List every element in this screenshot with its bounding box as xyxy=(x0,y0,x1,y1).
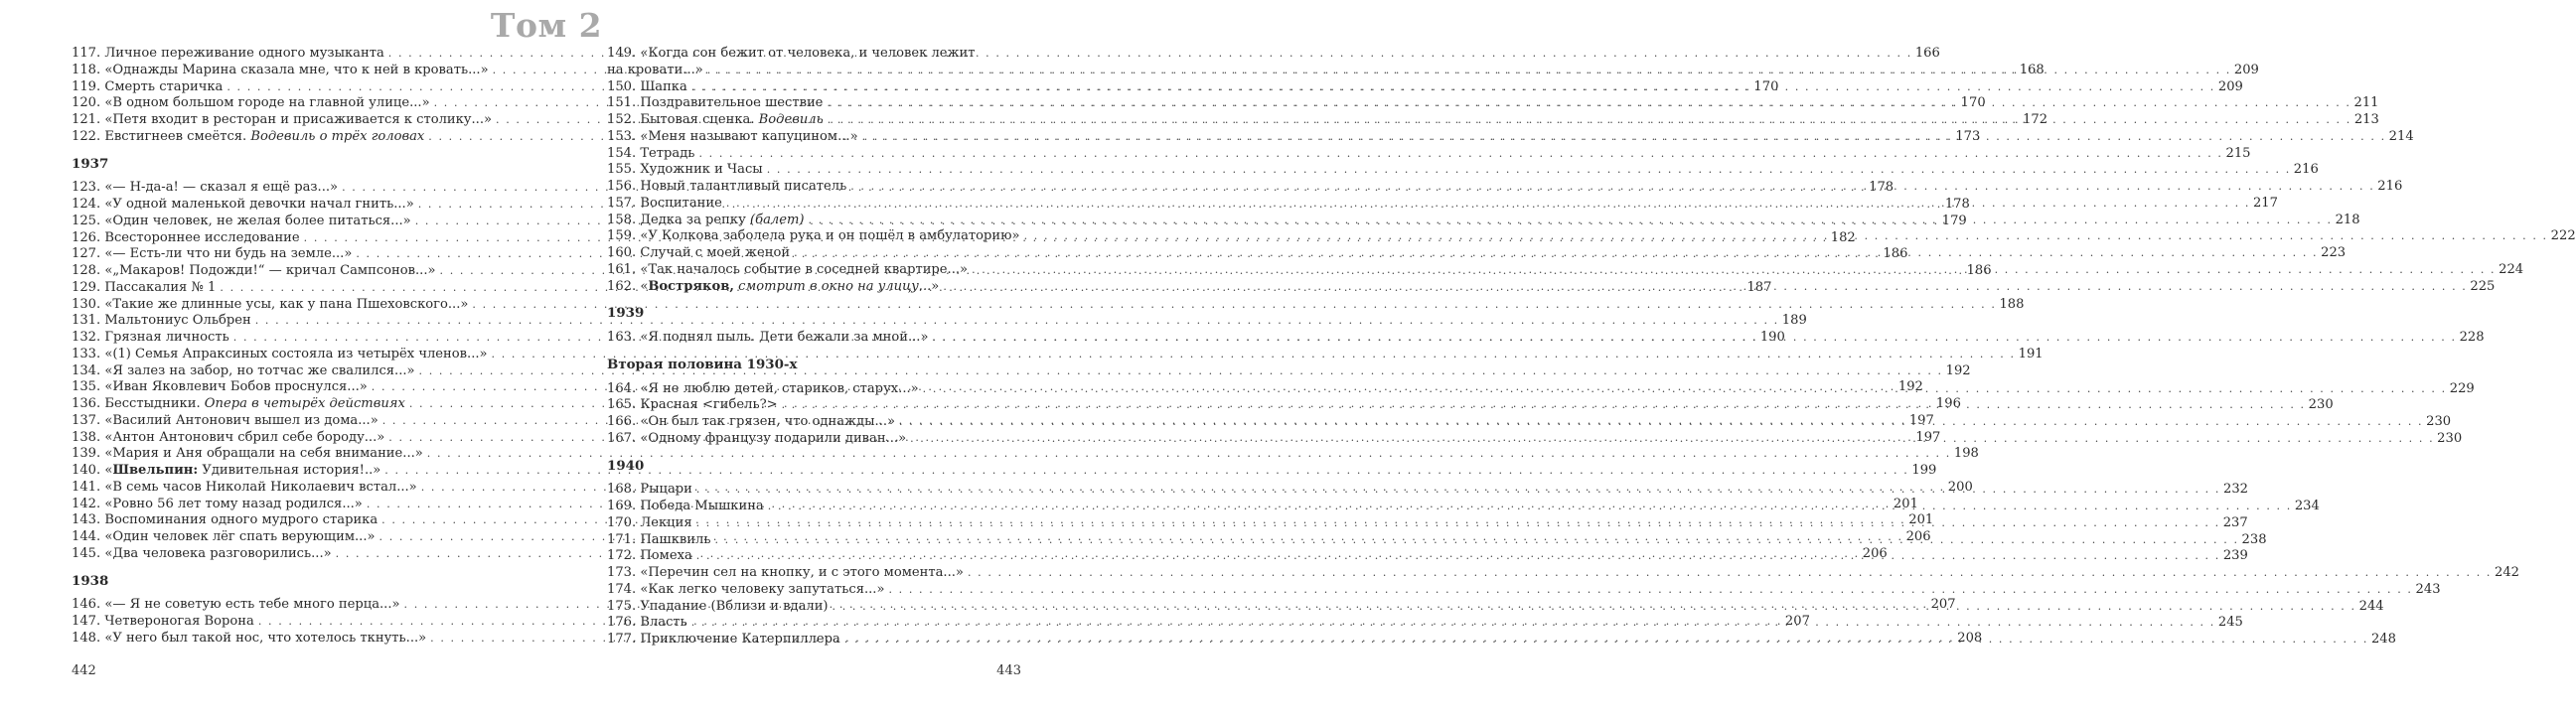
leader-dots xyxy=(794,245,2318,262)
toc-entry-title xyxy=(607,79,687,96)
toc-entry-title xyxy=(607,162,763,179)
toc-entry-page: 173 xyxy=(1955,128,1981,144)
toc-entry-title xyxy=(607,499,764,515)
leader-dots xyxy=(827,95,2350,112)
toc-entry-title xyxy=(72,313,251,330)
toc-entry-text: «У Колкова заболела рука и он пошёл в амбулаторию» xyxy=(640,228,1020,244)
toc-entry-number: 168. xyxy=(607,482,637,498)
leader-dots xyxy=(1024,228,2548,245)
toc-entry-number: 125. xyxy=(72,213,101,228)
toc-entry-page: 245 xyxy=(2217,615,2243,631)
toc-entry-page: 209 xyxy=(2217,78,2243,94)
toc-entry-number: 124. xyxy=(72,197,101,212)
leader-dots xyxy=(899,414,2423,431)
toc-entry-number: 141. xyxy=(72,479,101,495)
toc-entry-page: 224 xyxy=(2499,261,2524,277)
toc-entry-text: «Антон Антонович сбрил себе бороду...» xyxy=(104,429,385,445)
toc-entry-text: «Я не люблю детей, стариков, старух...» xyxy=(640,380,919,396)
leader-dots xyxy=(691,79,2215,96)
toc-entry-title xyxy=(607,196,722,213)
toc-entry-number: 165. xyxy=(607,397,637,413)
toc-entry-title xyxy=(72,180,338,197)
toc-entry-text: «Так началось событие в соседней квартире...» xyxy=(640,261,969,277)
toc-entry-title xyxy=(72,112,492,129)
toc-entry-page: 172 xyxy=(2023,112,2048,127)
toc-entry-title xyxy=(72,129,424,146)
toc-entry-title xyxy=(607,95,823,112)
toc-entry xyxy=(72,446,1979,463)
toc-entry-number: 146. xyxy=(72,597,101,613)
toc-entry-number: 160. xyxy=(607,245,637,260)
toc-entry-number: 144. xyxy=(72,529,101,544)
toc-entry-page: 170 xyxy=(1960,95,1986,111)
toc-entry-number: 150. xyxy=(607,78,637,94)
toc-entry-page: 230 xyxy=(2308,397,2334,413)
toc-entry-number: 133. xyxy=(72,346,101,361)
toc-entry-number: 129. xyxy=(72,279,101,295)
toc-entry-text: Личное переживание одного музыканта xyxy=(104,46,384,61)
toc-entry-page: 187 xyxy=(1746,279,1772,295)
toc-entry-page: 206 xyxy=(1905,529,1931,544)
toc-entry-text: «Как легко человеку запутаться...» xyxy=(640,581,885,597)
toc-entry-text: «Петя входит в ресторан и присаживается к столику...» xyxy=(104,112,493,127)
toc-entry-number: 148. xyxy=(72,630,101,646)
toc-entry-page: 166 xyxy=(1914,46,1940,61)
toc-entry-number: 167. xyxy=(607,430,637,446)
toc-entry-text: Шапка xyxy=(640,78,687,94)
leader-dots xyxy=(833,599,2356,616)
toc-entry-page: 232 xyxy=(2222,482,2248,498)
leader-dots xyxy=(923,381,2447,398)
toc-entry-text: «Он был так грязен, что однажды...» xyxy=(640,414,896,429)
leader-dots xyxy=(691,615,2215,632)
toc-entry-number: 173. xyxy=(607,565,637,580)
toc-entry-text: Художник и Часы xyxy=(640,162,763,178)
toc-entry-title xyxy=(607,397,778,414)
toc-entry-number: 131. xyxy=(72,313,101,329)
toc-entry-number: 128. xyxy=(72,263,101,278)
leader-dots xyxy=(850,179,2374,196)
toc-entry-text: «Такие же длинные усы, как у пана Пшеховского...» xyxy=(104,296,469,312)
toc-entry-page: 228 xyxy=(2459,330,2485,345)
leader-dots xyxy=(698,146,2222,163)
year-heading: 1939 xyxy=(607,305,645,322)
toc-entry-page: 230 xyxy=(2437,430,2463,446)
toc-entry-page: 196 xyxy=(1935,396,1961,411)
toc-entry-text: Бесстыдники. xyxy=(104,396,205,411)
page-number-right: 443 xyxy=(996,663,1021,678)
toc-entry-page: 234 xyxy=(2294,499,2320,513)
toc-entry-number: 171. xyxy=(607,531,637,547)
toc-entry-prefix: « xyxy=(104,463,113,478)
toc-entry-text: Пашквиль xyxy=(640,531,711,547)
toc-entry-title xyxy=(72,280,216,297)
toc-entry-title xyxy=(72,246,352,263)
toc-entry-page: 223 xyxy=(2321,245,2347,260)
toc-entry-text: Мальтониус Ольбрен xyxy=(104,313,251,329)
toc-entry-title xyxy=(72,79,223,96)
year-heading: 1940 xyxy=(607,457,645,474)
toc-entry-title xyxy=(607,548,692,565)
toc-entry-title xyxy=(72,512,378,529)
toc-entry-number: 176. xyxy=(607,615,637,631)
toc-entry-number: 172. xyxy=(607,548,637,564)
toc-entry-text: Воспоминания одного мудрого старика xyxy=(104,512,379,528)
toc-entry-number: 170. xyxy=(607,514,637,530)
toc-entry-text: Бытовая сценка. xyxy=(640,112,759,127)
toc-entry-number: 123. xyxy=(72,180,101,196)
toc-entry-text: «В одном большом городе на главной улице...» xyxy=(104,95,430,111)
leader-dots xyxy=(932,330,2456,347)
leader-dots xyxy=(910,431,2434,448)
leader-dots xyxy=(828,112,2351,129)
toc-entry-page: 243 xyxy=(2415,581,2441,597)
toc-entry-text: «Я залез на забор, но тотчас же свалился...» xyxy=(104,362,415,378)
toc-entry-number: 136. xyxy=(72,396,101,411)
toc-entry-text: Рыцари xyxy=(640,482,692,498)
toc-entry-text: Случай с моей женой xyxy=(640,245,791,260)
toc-entry-title xyxy=(72,463,380,480)
toc-entry-page: 192 xyxy=(1897,379,1923,395)
toc-entry-text: «— Есть-ли что ни будь на земле...» xyxy=(104,246,353,262)
toc-entry-title xyxy=(607,532,710,549)
leader-dots xyxy=(968,565,2492,582)
toc-entry-title xyxy=(607,414,895,431)
toc-entry-page: 213 xyxy=(2353,112,2379,127)
toc-entry-title xyxy=(607,228,1020,245)
toc-entry-page: 188 xyxy=(1999,296,2025,312)
toc-entry-number: 159. xyxy=(607,228,637,244)
toc-entry-text: «Василий Антонович вышел из дома...» xyxy=(104,412,379,428)
toc-entry-page: 189 xyxy=(1781,313,1807,329)
toc-entry-page: 225 xyxy=(2470,278,2496,294)
toc-entry-page: 229 xyxy=(2449,380,2475,396)
toc-entry-page: 201 xyxy=(1893,496,1918,511)
toc-entry-number: 174. xyxy=(607,581,637,597)
toc-entry-text: Пассакалия № 1 xyxy=(104,279,217,295)
toc-entry-number: 143. xyxy=(72,512,101,528)
toc-entry-page: 209 xyxy=(2233,62,2259,77)
toc-entry-page: 192 xyxy=(1945,362,1971,378)
toc-entry-text: Удивительная история!..» xyxy=(198,463,381,478)
toc-entry-number: 117. xyxy=(72,46,101,61)
toc-entry-title xyxy=(72,396,405,413)
toc-entry-title xyxy=(607,431,906,448)
toc-entry-number: 177. xyxy=(607,632,637,647)
toc-entry-title xyxy=(607,615,687,632)
toc-entry-number: 137. xyxy=(72,412,101,428)
toc-entry-title xyxy=(607,582,884,599)
toc-entry-number: 140. xyxy=(72,463,101,478)
toc-entry-page: 208 xyxy=(1957,630,1983,646)
toc-entry-text: Тетрадь xyxy=(640,145,695,161)
leader-dots xyxy=(862,129,2386,146)
toc-entry-text: «Ровно 56 лет тому назад родился...» xyxy=(104,496,363,511)
leader-dots xyxy=(696,515,2220,532)
leader-dots xyxy=(714,532,2238,549)
toc-entry-title xyxy=(72,263,436,280)
toc-entry-page: 238 xyxy=(2241,531,2267,547)
toc-entry-page: 200 xyxy=(1947,479,1973,495)
toc-entry xyxy=(607,162,2319,179)
toc-entry-page: 201 xyxy=(1908,512,1934,528)
toc-entry-149-line1: 149. «Когда сон бежит от человека, и человек лежит xyxy=(607,46,976,61)
toc-entry-number: 120. xyxy=(72,95,101,111)
toc-entry-text: Победа Мышкина xyxy=(640,499,764,513)
toc-entry-page: 217 xyxy=(2252,195,2278,211)
toc-entry-number: 175. xyxy=(607,598,637,614)
toc-entry-title xyxy=(72,597,400,614)
toc-entry-number: 134. xyxy=(72,362,101,378)
toc-entry-title: на кровати...» xyxy=(607,62,703,77)
toc-entry-text: Упадание (Вблизи и вдали) xyxy=(640,598,829,614)
toc-entry-number: 132. xyxy=(72,330,101,345)
volume-title: Том 2 xyxy=(490,6,603,45)
toc-entry-title xyxy=(72,430,384,447)
leader-dots xyxy=(972,262,2496,279)
toc-entry-text: «Мария и Аня обращали на себя внимание...» xyxy=(104,446,423,462)
toc-entry-suffix: » xyxy=(931,278,940,294)
toc-entry-number: 155. xyxy=(607,162,637,178)
toc-entry-title xyxy=(607,330,928,347)
toc-entry-page: 179 xyxy=(1941,213,1967,228)
toc-entry-text: Смерть старичка xyxy=(104,78,224,94)
toc-entry-text: Дедка за репку xyxy=(640,212,750,227)
toc-entry-number: 169. xyxy=(607,499,637,513)
toc-entry-text: «Два человека разговорились...» xyxy=(104,545,332,561)
toc-entry-text: «Одному французу подарили диван...» xyxy=(640,430,907,446)
toc-entry-text: Воспитание xyxy=(640,195,722,211)
toc-entry-title xyxy=(72,614,254,631)
toc-entry-prefix: « xyxy=(640,278,649,294)
toc-entry-number: 152. xyxy=(607,112,637,127)
toc-entry-title xyxy=(72,46,384,63)
toc-entry-number: 126. xyxy=(72,229,101,245)
toc-entry-text: Поздравительное шествие xyxy=(640,95,824,111)
toc-entry-page: 207 xyxy=(1784,614,1810,629)
toc-entry-title xyxy=(607,482,692,499)
toc-entry-text: Новый талантливый писатель xyxy=(640,179,847,194)
toc-entry-text: Евстигнеев смеётся. xyxy=(104,128,251,144)
toc-entry-text: «Перечин сел на кнопку, и с этого момента...» xyxy=(640,565,964,580)
toc-entry xyxy=(607,145,2251,163)
toc-entry-title xyxy=(72,230,300,247)
toc-entry-number: 163. xyxy=(607,330,637,345)
toc-entry-title xyxy=(607,381,919,398)
leader-dots xyxy=(809,213,2333,229)
toc-entry-number: 139. xyxy=(72,446,101,462)
toc-entry-page: 197 xyxy=(1915,429,1941,445)
leader-dots xyxy=(726,196,2250,213)
toc-entry-title xyxy=(607,632,840,649)
toc-entry-number: 122. xyxy=(72,128,101,144)
toc-entry-title xyxy=(72,529,376,546)
toc-entry-title xyxy=(72,631,426,648)
year-heading: 1937 xyxy=(72,155,109,172)
toc-entry-title xyxy=(72,297,468,314)
toc-entry-italic: смотрит в окно на улицу... xyxy=(738,278,932,294)
toc-entry-title xyxy=(72,330,229,347)
toc-entry-text: Четвероногая Ворона xyxy=(104,614,254,629)
year-heading: Вторая половина 1930-х xyxy=(607,356,798,372)
toc-entry-text: «— Я не советую есть тебе много перца...» xyxy=(104,597,400,613)
toc-entry-page: 168 xyxy=(2019,62,2045,77)
toc-entry-page: 237 xyxy=(2222,514,2248,530)
leader-dots xyxy=(768,496,2292,515)
toc-entry-text: Приключение Катерпиллера xyxy=(640,632,840,647)
toc-entry-page: 214 xyxy=(2388,128,2414,144)
leader-dots xyxy=(782,397,2306,414)
leader-dots xyxy=(943,279,2467,296)
toc-entry-text: «Один человек лёг спать верующим...» xyxy=(104,529,376,544)
toc-entry-page: 218 xyxy=(2335,212,2360,227)
toc-entry-title xyxy=(72,480,417,497)
toc-entry-number: 147. xyxy=(72,614,101,629)
toc-entry-title xyxy=(607,515,692,532)
leader-dots xyxy=(844,632,2368,649)
toc-entry-title xyxy=(72,214,411,230)
leader-dots xyxy=(888,582,2412,599)
toc-entry-title xyxy=(607,213,805,229)
toc-entry-title xyxy=(607,179,846,196)
toc-entry-page: 178 xyxy=(1869,180,1894,196)
toc-entry-page: 211 xyxy=(2353,95,2379,111)
toc-entry-title xyxy=(72,546,332,563)
toc-entry-number: 151. xyxy=(607,95,637,111)
leader-dots xyxy=(696,479,2220,499)
toc-entry-page: 248 xyxy=(2370,632,2396,647)
toc-entry-page: 199 xyxy=(1911,463,1937,478)
toc-entry-text: «У одной маленькой девочки начал гнить...» xyxy=(104,197,414,212)
toc-entry-title xyxy=(72,363,415,380)
toc-entry-number: 127. xyxy=(72,246,101,262)
toc-entry xyxy=(607,581,2441,599)
toc-entry-page: 186 xyxy=(1883,246,1908,262)
toc-entry-page: 206 xyxy=(1862,545,1888,561)
toc-entry-number: 130. xyxy=(72,296,101,312)
toc-entry-number: 154. xyxy=(607,145,637,161)
toc-entry-title xyxy=(607,129,858,146)
toc-entry-number: 121. xyxy=(72,112,101,127)
toc-entry xyxy=(607,565,2520,582)
toc-entry-title xyxy=(607,565,964,582)
toc-entry-page: 230 xyxy=(2426,414,2452,429)
toc-entry-page: 191 xyxy=(2018,346,2044,361)
toc-entry-number: 118. xyxy=(72,62,101,77)
toc-entry-page: 190 xyxy=(1759,330,1785,345)
toc-entry-text: Красная <гибель?> xyxy=(640,397,778,413)
toc-entry-bold: Вострякoв, xyxy=(648,278,734,294)
toc-entry-title xyxy=(607,112,824,129)
toc-entry-number: 138. xyxy=(72,429,101,445)
toc-entry-title xyxy=(72,95,430,112)
toc-entry-page: 242 xyxy=(2495,565,2520,580)
toc-entry-italic: Водевиль о трёх головах xyxy=(250,128,425,144)
toc-entry-number: 162. xyxy=(607,278,637,294)
toc-entry xyxy=(72,346,2044,363)
toc-entry-title xyxy=(607,599,829,616)
toc-entry-page: 244 xyxy=(2358,598,2384,614)
toc-entry-number: 166. xyxy=(607,414,637,429)
toc-entry-title xyxy=(72,347,488,363)
toc-entry-number: 157. xyxy=(607,195,637,211)
toc-entry-title xyxy=(607,245,790,262)
toc-entry-page: 207 xyxy=(1930,597,1956,613)
toc-entry-number: 164. xyxy=(607,380,637,396)
toc-entry-text: «Один человек, не желая более питаться...» xyxy=(104,213,411,228)
toc-entry-page: 222 xyxy=(2550,228,2576,244)
leader-dots xyxy=(707,63,2231,79)
toc-entry-text: Грязная личность xyxy=(104,330,229,345)
toc-entry-number: 153. xyxy=(607,128,637,144)
toc-entry-italic: (балет) xyxy=(749,212,805,227)
year-heading: 1938 xyxy=(72,572,109,589)
toc-entry-page: 182 xyxy=(1830,229,1856,245)
toc-entry-title xyxy=(72,379,368,396)
toc-entry-text: Помеха xyxy=(640,548,692,564)
toc-entry-page: 216 xyxy=(2293,162,2319,178)
toc-entry-text: Лекция xyxy=(640,514,692,530)
toc-entry-number: 161. xyxy=(607,261,637,277)
toc-entry-text: «— Н-да-а! — сказал я ещё раз...» xyxy=(104,180,339,196)
toc-entry-number: 158. xyxy=(607,212,637,227)
toc-entry-title xyxy=(607,146,694,163)
toc-entry-page: 197 xyxy=(1908,412,1934,428)
toc-entry-text: Всестороннее исследование xyxy=(104,229,300,245)
toc-entry-title xyxy=(607,279,939,296)
toc-entry-text: «Я поднял пыль. Дети бежали за мной...» xyxy=(640,330,929,345)
toc-entry-number: 119. xyxy=(72,78,101,94)
leader-dots xyxy=(696,545,2220,565)
toc-entry-text: «Однажды Марина сказала мне, что к ней в кровать...» xyxy=(104,62,489,77)
toc-entry-italic: Опера в четырёх действиях xyxy=(204,396,405,411)
toc-entry-title xyxy=(72,413,379,430)
toc-entry-number: 135. xyxy=(72,379,101,395)
toc-entry-title xyxy=(72,446,423,463)
toc-entry-number: 156. xyxy=(607,179,637,194)
toc-entry-number: 145. xyxy=(72,545,101,561)
toc-entry-italic: Водевиль xyxy=(758,112,824,127)
toc-entry-text: «(1) Семья Апраксиных состояла из четырёх членов...» xyxy=(104,346,488,361)
toc-entry-title xyxy=(72,497,363,513)
toc-entry-text: Власть xyxy=(640,615,687,631)
toc-entry-text: «„Макаров! Подожди!“ — кричал Сампсонов...» xyxy=(104,263,436,278)
toc-entry-page: 216 xyxy=(2377,179,2403,194)
toc-entry-page: 186 xyxy=(1966,263,1992,278)
leader-dots xyxy=(767,162,2291,179)
toc-entry-title xyxy=(72,63,489,79)
toc-entry-page: 178 xyxy=(1944,197,1970,212)
toc-entry-page: 239 xyxy=(2222,548,2248,564)
page-number-left: 442 xyxy=(72,663,96,678)
toc-entry-page: 198 xyxy=(1953,446,1979,462)
toc-entry-text: «У него был такой нос, что хотелось ткнуть...» xyxy=(104,630,427,646)
toc-entry-text: «Иван Яковлевич Бобов проснулся...» xyxy=(104,379,368,395)
toc-entry-number: 142. xyxy=(72,496,101,511)
toc-entry-bold: Швельпин: xyxy=(112,463,199,478)
toc-entry-page: 170 xyxy=(1753,78,1779,94)
toc-entry-text: «В семь часов Николай Николаевич встал...» xyxy=(104,479,417,495)
toc-entry-title xyxy=(72,197,414,214)
toc-entry-text: «Меня называют капуцином...» xyxy=(640,128,858,144)
toc-entry-title xyxy=(607,262,968,279)
toc-entry-page: 215 xyxy=(2225,145,2251,161)
